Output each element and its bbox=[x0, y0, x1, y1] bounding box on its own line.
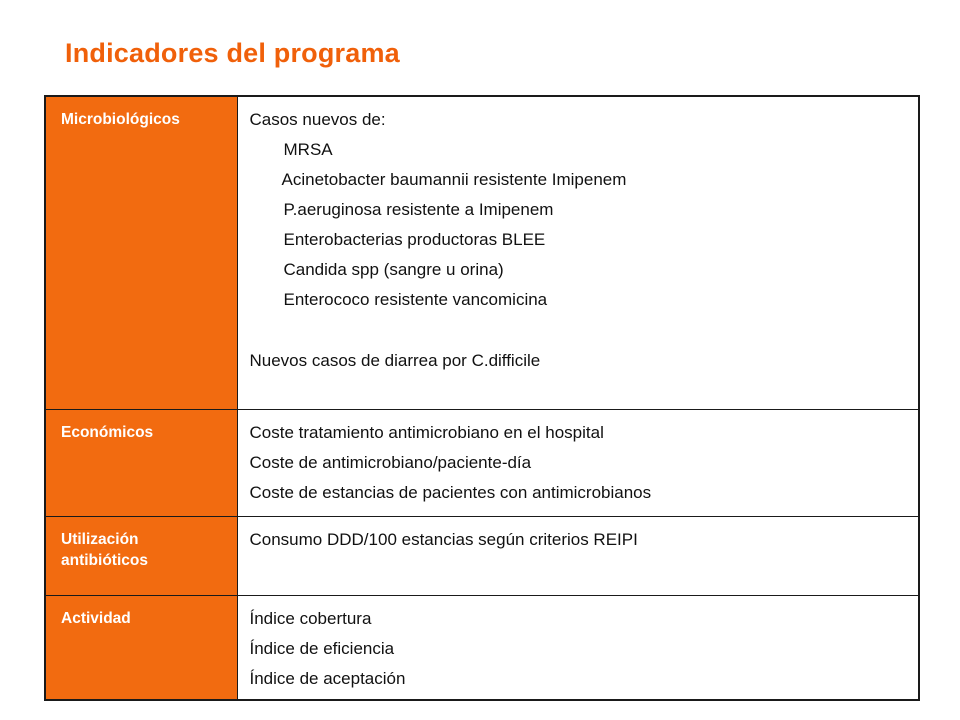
list-item: P.aeruginosa resistente a Imipenem bbox=[283, 200, 554, 219]
list-item: Coste de antimicrobiano/paciente-día bbox=[249, 452, 532, 472]
list-item: Acinetobacter baumannii resistente Imipenem bbox=[281, 170, 627, 189]
list-footer: Nuevos casos de diarrea por C.difficile bbox=[249, 351, 541, 370]
content-cell bbox=[237, 96, 919, 409]
list-item: Enterobacterias productoras BLEE bbox=[283, 230, 546, 249]
list-item: Índice cobertura bbox=[249, 608, 372, 628]
table-row bbox=[45, 516, 919, 595]
category-cell: Actividad bbox=[45, 595, 237, 700]
category-cell: Utilización antibióticos bbox=[45, 516, 237, 595]
table-row bbox=[45, 96, 919, 409]
page-title: Indicadores del programa bbox=[65, 38, 400, 68]
content-cell bbox=[237, 595, 919, 700]
list-header: Casos nuevos de: bbox=[249, 110, 386, 129]
category-cell: Microbiológicos bbox=[45, 96, 237, 409]
list-item: Índice de aceptación bbox=[249, 668, 406, 688]
list-item: Coste tratamiento antimicrobiano en el hospital bbox=[249, 422, 604, 442]
category-cell: Económicos bbox=[45, 409, 237, 516]
content-cell bbox=[237, 409, 919, 516]
list-item: Enterococo resistente vancomicina bbox=[283, 290, 548, 309]
indicators-table bbox=[44, 95, 920, 701]
list-item: MRSA bbox=[283, 140, 333, 159]
list-item: Consumo DDD/100 estancias según criterios REIPI bbox=[249, 529, 638, 549]
list-item: Candida spp (sangre u orina) bbox=[283, 260, 504, 279]
list-item: Coste de estancias de pacientes con antimicrobianos bbox=[249, 482, 652, 502]
table-row bbox=[45, 409, 919, 516]
list-item: Índice de eficiencia bbox=[249, 638, 395, 658]
content-cell bbox=[237, 516, 919, 595]
table-row bbox=[45, 595, 919, 700]
